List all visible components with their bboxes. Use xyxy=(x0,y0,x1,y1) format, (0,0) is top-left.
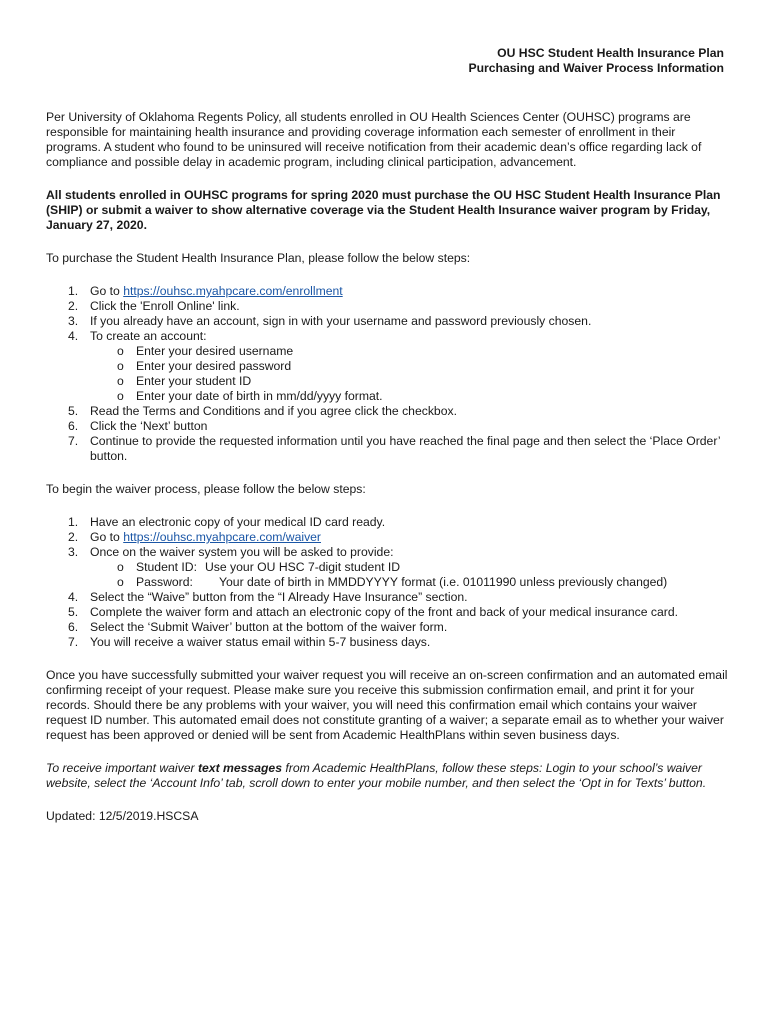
enrollment-notice: All students enrolled in OUHSC programs for spring 2020 must purchase the OU HSC Student Health Insurance Plan (SHIP) or submit a waiver to show alternative coverage via the Student Health Insurance waiver program by Friday, January 27, 2020. xyxy=(46,188,721,232)
purchase-step-6: 6. Click the ‘Next’ button xyxy=(68,419,208,433)
waiver-credentials-list xyxy=(46,560,731,590)
waiver-step-6: 6. Select the ‘Submit Waiver’ button at the bottom of the waiver form. xyxy=(68,620,448,634)
purchase-lead: To purchase the Student Health Insurance Plan, please follow the below steps: xyxy=(46,251,471,265)
create-account-list xyxy=(46,344,731,404)
waiver-step-2: 2. Go to https://ouhsc.myahpcare.com/waiver xyxy=(68,530,321,544)
confirmation-paragraph: Once you have successfully submitted your waiver request you will receive an on-screen confirmation and an automated email confirming receipt of your request. Please make sure you receive this submission confirmation email, and print it for your records. Should there be any problems with your waiver, you will need this confirmation email which contains your waiver request ID number. This automated email does not constitute granting of a waiver; a separate email as to whether your waiver request has been approved or denied will be sent from Academic HealthPlans within seven business days. xyxy=(46,668,728,742)
purchase-step-2: 2. Click the 'Enroll Online' link. xyxy=(68,299,240,313)
intro-paragraph: Per University of Oklahoma Regents Policy, all students enrolled in OU Health Sciences Center (OUHSC) programs are responsible for maintaining health insurance and providing coverage information each semester of enrollment in their programs. A student who found to be uninsured will receive notification from their academic dean’s office regarding lack of compliance and possible delay in academic program, including clinical participation, advancement. xyxy=(46,110,702,169)
sub-item: o Enter your date of birth in mm/dd/yyyy format. xyxy=(117,389,383,403)
updated-note: Updated: 12/5/2019.HSCSA xyxy=(46,809,199,823)
purchase-steps xyxy=(46,284,731,464)
header-title: OU HSC Student Health Insurance Plan xyxy=(497,46,724,60)
enrollment-link[interactable]: https://ouhsc.myahpcare.com/enrollment xyxy=(123,284,343,298)
sub-item: o Enter your desired password xyxy=(117,359,292,373)
purchase-step-7: 7. Continue to provide the requested information until you have reached the final page and then select the ‘Place Order’ button. xyxy=(68,434,721,463)
document-header xyxy=(468,46,724,76)
sub-item: o Enter your student ID xyxy=(117,374,252,388)
waiver-step-4: 4. Select the “Waive” button from the “I Already Have Insurance” section. xyxy=(68,590,468,604)
purchase-step-3: 3. If you already have an account, sign in with your username and password previously chosen. xyxy=(68,314,592,328)
waiver-substeps xyxy=(46,560,731,590)
document-body xyxy=(46,110,731,824)
waiver-step-3: 3. Once on the waiver system you will be asked to provide: xyxy=(68,545,394,559)
sub-item: o Student ID: Use your OU HSC 7-digit student ID xyxy=(117,560,401,574)
purchase-substeps xyxy=(46,344,731,404)
waiver-step-7: 7. You will receive a waiver status email within 5-7 business days. xyxy=(68,635,431,649)
sub-item: o Password: Your date of birth in MMDDYYYY format (i.e. 01011990 unless previously changed) xyxy=(117,575,668,589)
purchase-step-1: 1. Go to https://ouhsc.myahpcare.com/enrollment xyxy=(68,284,343,298)
waiver-link[interactable]: https://ouhsc.myahpcare.com/waiver xyxy=(123,530,321,544)
purchase-step-4: 4. To create an account: xyxy=(68,329,207,343)
header-subtitle: Purchasing and Waiver Process Information xyxy=(468,61,724,75)
waiver-lead: To begin the waiver process, please follow the below steps: xyxy=(46,482,366,496)
text-messages-paragraph: To receive important waiver text messages from Academic HealthPlans, follow these steps: Login to your school’s waiver website, select the ‘Account Info’ tab, scroll down to enter your mobile number, and then select the ‘Opt in for Texts’ button. xyxy=(46,761,707,790)
waiver-step-5: 5. Complete the waiver form and attach an electronic copy of the front and back of your medical insurance card. xyxy=(68,605,679,619)
waiver-step-1: 1. Have an electronic copy of your medical ID card ready. xyxy=(68,515,386,529)
purchase-step-5: 5. Read the Terms and Conditions and if you agree click the checkbox. xyxy=(68,404,457,418)
waiver-steps xyxy=(46,515,731,650)
sub-item: o Enter your desired username xyxy=(117,344,294,358)
